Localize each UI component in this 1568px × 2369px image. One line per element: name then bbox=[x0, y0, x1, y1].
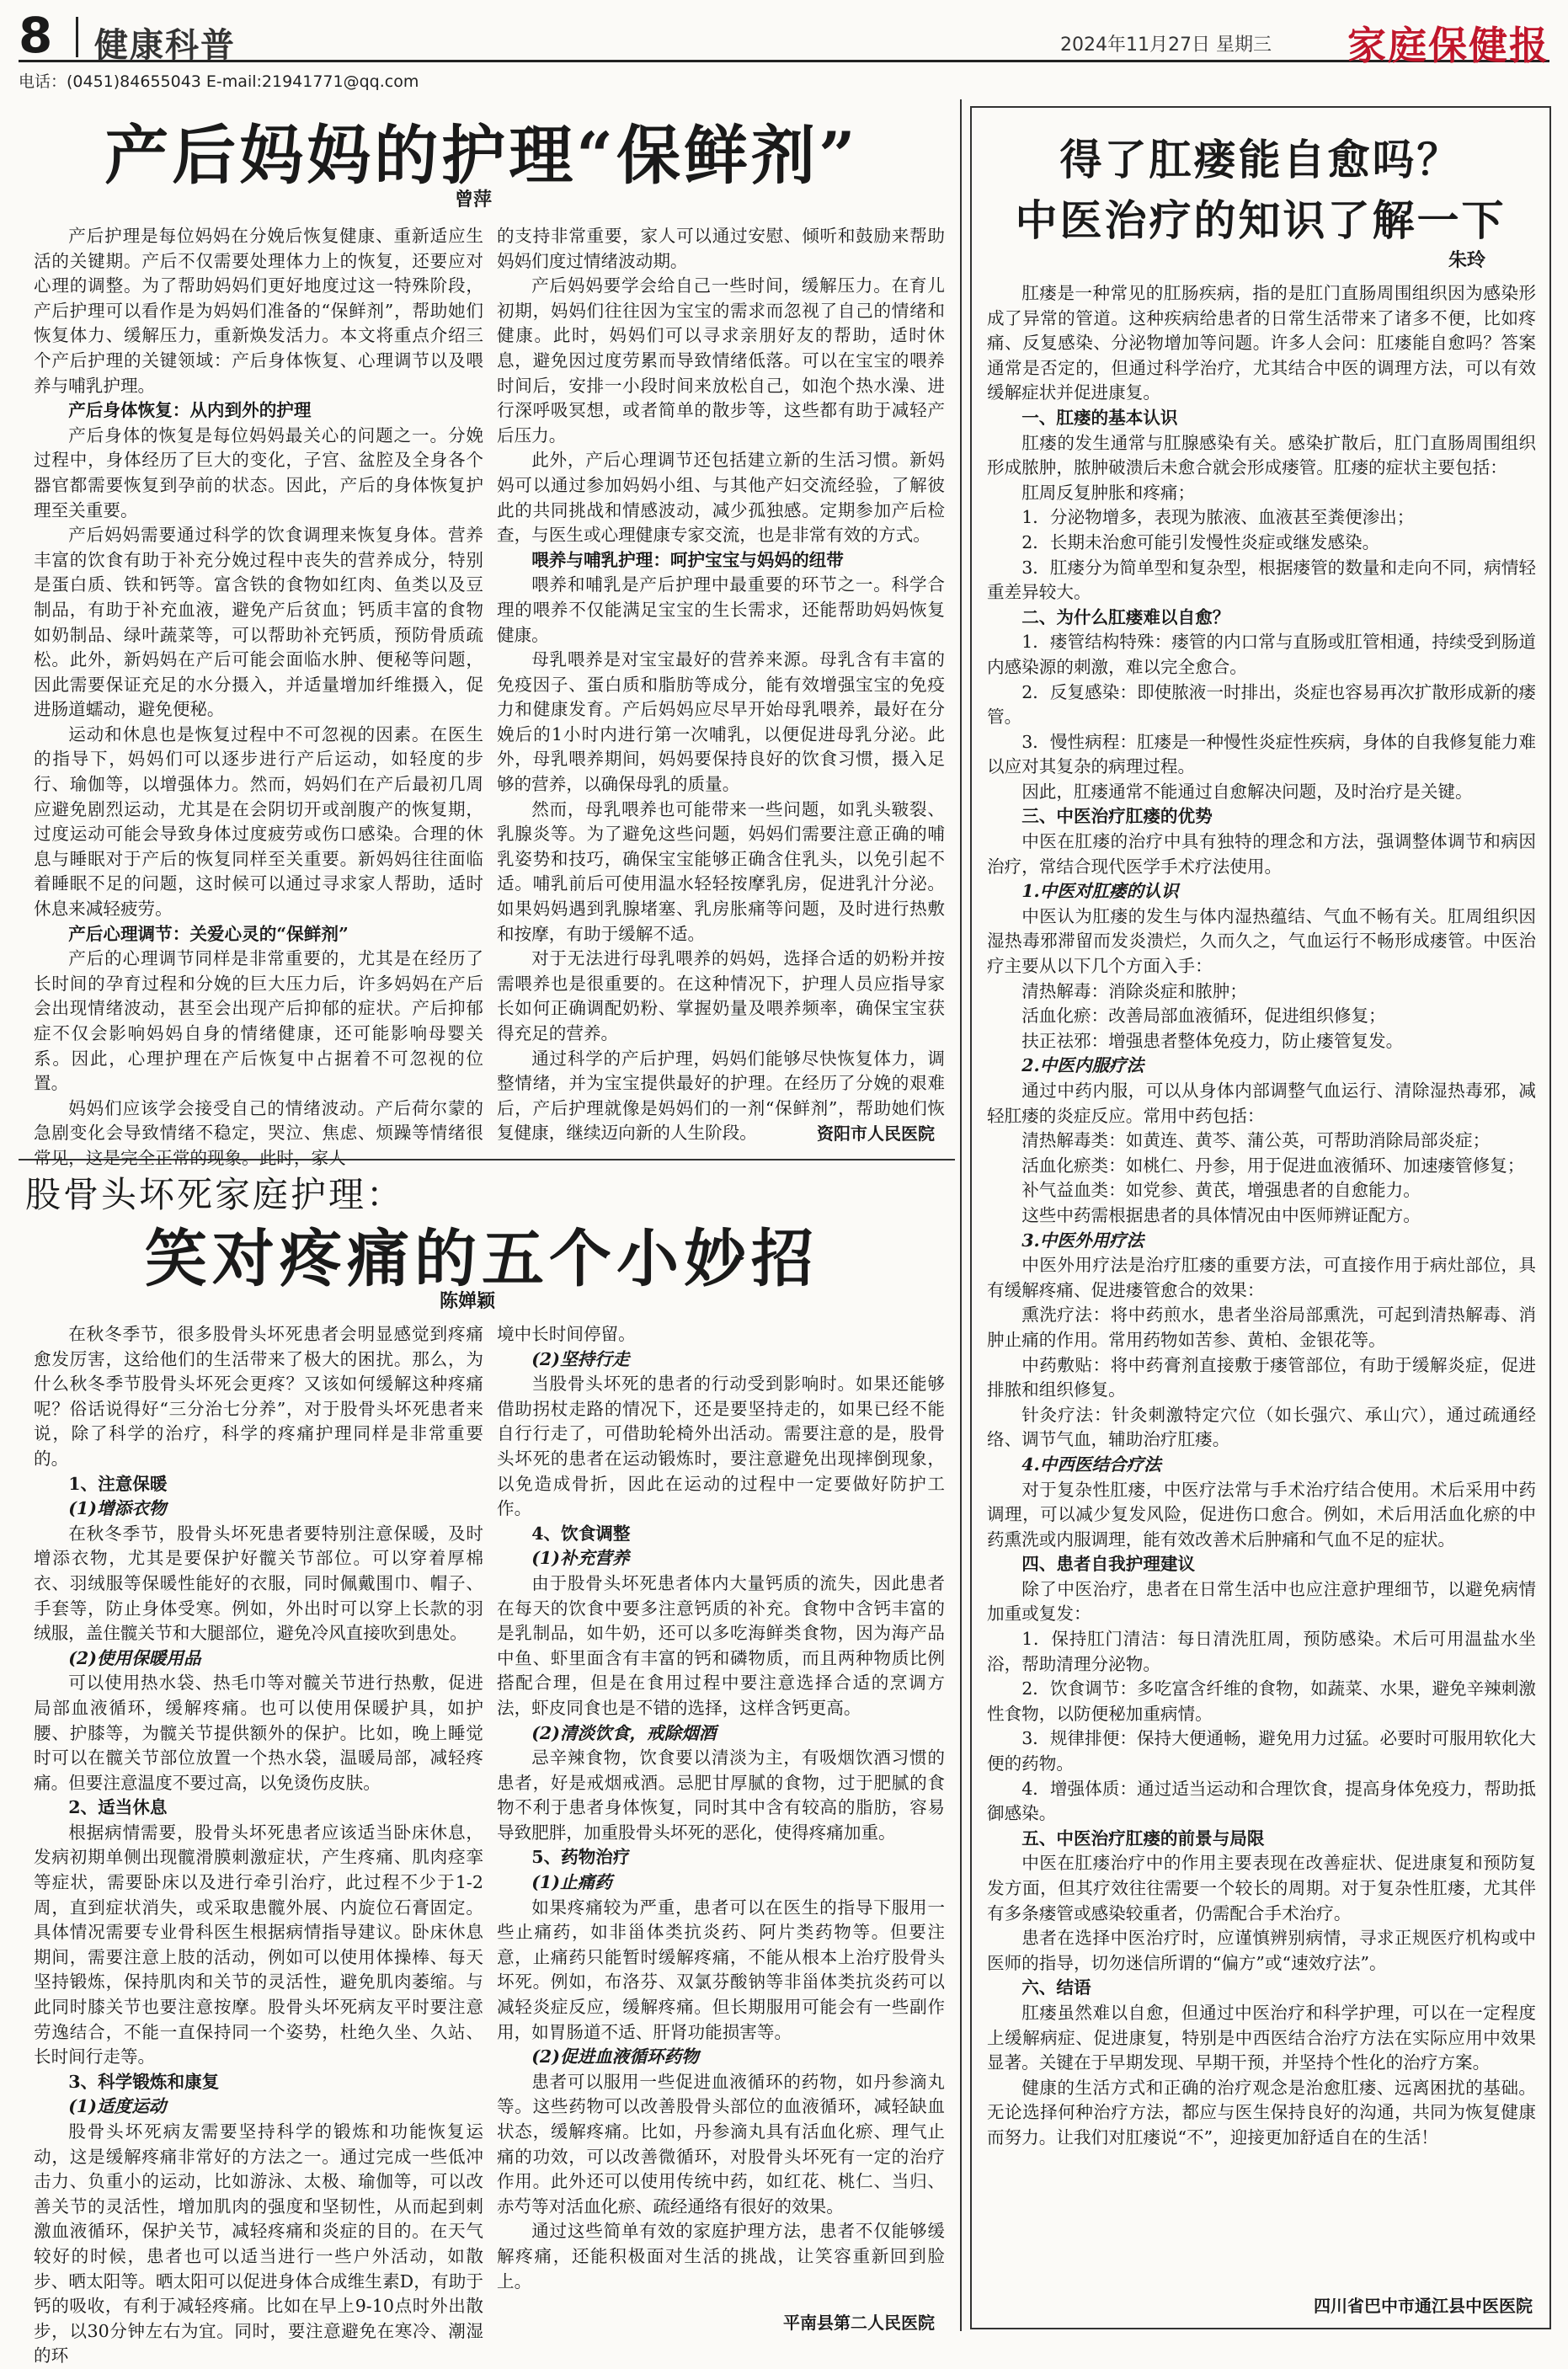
subheading: 1、注意保暖 bbox=[68, 1473, 168, 1494]
article2-kicker: 股骨头坏死家庭护理： bbox=[25, 1174, 405, 1215]
list-item: 熏洗疗法：将中药煎水，患者坐浴局部熏洗，可起到清热解毒、消肿止痛的作用。常用药物如苦参、黄柏、金银花等。 bbox=[987, 1305, 1536, 1350]
paragraph: 中医在肛瘘治疗中的作用主要表现在改善症状、促进康复和预防复发方面，但其疗效往往需要一个较长的周期。对于复杂性肛瘘，尤其伴有多条瘘管或感染较重者，仍需配合手术治疗。 bbox=[987, 1853, 1536, 1923]
paragraph: 通过科学的产后护理，妈妈们能够尽快恢复体力，调整情绪，并为宝宝提供最好的护理。在经历了分娩的艰难后，产后护理就像是妈妈们的一剂“保鲜剂”，帮助她们恢复健康，继续迈向新的人生阶段。 bbox=[497, 1048, 945, 1144]
paragraph: 除了中医治疗，患者在日常生活中也应注意护理细节，以避免病情加重或复发： bbox=[987, 1578, 1536, 1625]
minor-heading: (1)增添衣物 bbox=[68, 1498, 167, 1519]
minor-heading: (2)使用保暖用品 bbox=[68, 1647, 201, 1668]
paragraph: 然而，母乳喂养也可能带来一些问题，如乳头皲裂、乳腺炎等。为了避免这些问题，妈妈们需要注意正确的哺乳姿势和技巧，确保宝宝能够正确含住乳头，以免引起不适。哺乳前后可使用温水轻轻按摩乳房，促进乳汁分泌。如果妈妈遇到乳腺堵塞、乳房胀痛等问题，及时进行热敷和按摩，有助于缓解不适。 bbox=[497, 798, 945, 944]
paragraph: 通过这些简单有效的家庭护理方法，患者不仅能够缓解疼痛，还能积极面对生活的挑战，让笑容重新回到脸上。 bbox=[497, 2221, 945, 2292]
minor-heading: (1)适度运动 bbox=[68, 2096, 167, 2117]
minor-heading: (1)补充营养 bbox=[531, 1548, 630, 1569]
list-item: 扶正祛邪：增强患者整体免疫力，防止瘘管复发。 bbox=[1021, 1030, 1404, 1051]
paragraph: 由于股骨头坏死患者体内大量钙质的流失，因此患者在每天的饮食中要多注意钙质的补充。食物中含钙丰富的是乳制品，如牛奶，还可以多吃海鲜类食物，因为海产品中鱼、虾里面含有丰富的钙和磷物质，而且两种物质比例搭配合理，但是在食用过程中要注意选择合适的烹调方法，虾皮同食也是不错的选择，这样含钙更高。 bbox=[497, 1572, 945, 1718]
list-item: 2．饮食调节：多吃富含纤维的食物，如蔬菜、水果，避免辛辣刺激性食物，以防便秘加重病情。 bbox=[987, 1678, 1536, 1724]
subheading: 4、饮食调整 bbox=[531, 1523, 631, 1544]
minor-heading: (2)坚持行走 bbox=[531, 1348, 630, 1369]
page-number: 8 bbox=[19, 7, 53, 64]
paragraph: 对于复杂性肛瘘，中医疗法常与手术治疗结合使用。术后采用中药调理，可以减少复发风险，促进伤口愈合。例如，术后用活血化瘀的中药熏洗或内服调理，能有效改善术后肿痛和气血不足的症状。 bbox=[987, 1479, 1536, 1550]
list-item: 肛周反复肿胀和疼痛； bbox=[1021, 482, 1196, 503]
paragraph: 肛瘘的发生通常与肛腺感染有关。感染扩散后，肛门直肠周围组织形成脓肿，脓肿破溃后未愈合就会形成瘘管。肛瘘的症状主要包括： bbox=[987, 432, 1536, 478]
paragraph: 产后的心理调节同样是非常重要的，尤其是在经历了长时间的孕育过程和分娩的巨大压力后，许多妈妈在产后会出现情绪波动，甚至会出现产后抑郁的症状。产后抑郁症不仅会影响妈妈自身的情绪健康，还可能影响母婴关系。因此，心理护理在产后恢复中占据着不可忽视的位置。 bbox=[34, 948, 483, 1094]
minor-heading: 1.中医对肛瘘的认识 bbox=[1021, 881, 1179, 902]
article1-author: 曾萍 bbox=[455, 189, 493, 211]
subheading: 三、中医治疗肛瘘的优势 bbox=[1021, 806, 1213, 827]
paragraph: 此外，产后心理调节还包括建立新的生活习惯。新妈妈可以通过参加妈妈小组、与其他产妇交流经验，了解彼此的共同挑战和情感波动，减少孤独感。定期参加产后检查，与医生或心理健康专家交流，也是非常有效的方式。 bbox=[497, 450, 945, 546]
subheading: 四、患者自我护理建议 bbox=[1021, 1554, 1196, 1575]
paragraph: 在秋冬季节，股骨头坏死患者要特别注意保暖，及时增添衣物，尤其是要保护好髋关节部位。可以穿着厚棉衣、羽绒服等保暖性能好的衣服，同时佩戴围巾、帽子、手套等，防止身体受寒。例如，外出时可以穿上长款的羽绒服，盖住髋关节和大腿部位，避免冷风直接吹到患处。 bbox=[34, 1523, 483, 1644]
article2-column-1 bbox=[34, 1322, 483, 2366]
subheading: 一、肛瘘的基本认识 bbox=[1021, 407, 1178, 428]
article3-author: 朱玲 bbox=[1448, 250, 1486, 271]
list-item: 针灸疗法：针灸刺激特定穴位（如长强穴、承山穴），通过疏通经络、调节气血，辅助治疗肛瘘。 bbox=[987, 1404, 1536, 1450]
paragraph-continued: 的支持非常重要，家人可以通过安慰、倾听和鼓励来帮助妈妈们度过情绪波动期。 bbox=[497, 226, 945, 271]
list-item: 1．瘘管结构特殊：瘘管的内口常与直肠或肛管相通，持续受到肠道内感染源的刺激，难以完全愈合。 bbox=[987, 632, 1536, 677]
minor-heading: 4.中西医结合疗法 bbox=[1021, 1454, 1161, 1475]
article1-hospital: 资阳市人民医院 bbox=[817, 1123, 935, 1144]
paragraph: 通过中药内服，可以从身体内部调整气血运行、清除湿热毒邪，减轻肛瘘的炎症反应。常用中药包括： bbox=[987, 1080, 1536, 1126]
list-item: 活血化瘀：改善局部血液循环，促进组织修复； bbox=[1021, 1006, 1386, 1027]
article3-title-line1: 得了肛瘘能自愈吗？ bbox=[1059, 135, 1462, 184]
subheading: 二、为什么肛瘘难以自愈？ bbox=[1021, 606, 1230, 627]
newspaper-name: 家庭保健报 bbox=[1347, 23, 1549, 68]
paragraph: 肛瘘是一种常见的肛肠疾病，指的是肛门直肠周围组织因为感染形成了异常的管道。这种疾病给患者的日常生活带来了诸多不便，比如疼痛、反复感染、分泌物增加等问题。许多人会问：肛瘘能自愈吗？答案通常是否定的，但通过科学治疗，尤其结合中医的调理方法，可以有效缓解症状并促进康复。 bbox=[987, 283, 1536, 403]
list-item: 清热解毒类：如黄连、黄芩、蒲公英，可帮助消除局部炎症； bbox=[1021, 1130, 1491, 1151]
minor-heading: (1)止痛药 bbox=[531, 1872, 612, 1893]
subheading: 2、适当休息 bbox=[68, 1797, 168, 1818]
list-item: 1．分泌物增多，表现为脓液、血液甚至粪便渗出； bbox=[1021, 507, 1415, 528]
article2-author: 陈婵颖 bbox=[440, 1291, 496, 1312]
article1-column-1 bbox=[34, 224, 483, 1168]
list-item: 3．肛瘘分为简单型和复杂型，根据瘘管的数量和走向不同，病情轻重差异较大。 bbox=[987, 557, 1536, 603]
paragraph: 母乳喂养是对宝宝最好的营养来源。母乳含有丰富的免疫因子、蛋白质和脂肪等成分，能有效增强宝宝的免疫力和健康发育。产后妈妈应尽早开始母乳喂养，最好在分娩后的1小时内进行第一次哺乳，以便促进母乳分泌。此外，母乳喂养期间，妈妈要保持良好的饮食习惯，摄入足够的营养，以确保母乳的质量。 bbox=[497, 649, 945, 795]
paragraph: 当股骨头坏死的患者的行动受到影响时。如果还能够借助拐杖走路的情况下，还是要坚持走的，如果已经不能自行行走了，可借助轮椅外出活动。需要注意的是，股骨头坏死的患者在运动锻炼时，要注意避免出现摔倒现象，以免造成骨折，因此在运动的过程中一定要做好防护工作。 bbox=[497, 1374, 945, 1519]
contact-info: 电话：(0451)84655043 E-mail:21941771@qq.com bbox=[19, 72, 419, 91]
section-title: 健康科普 bbox=[94, 25, 236, 65]
paragraph: 中医认为肛瘘的发生与体内湿热蕴结、气血不畅有关。肛周组织因湿热毒邪滞留而发炎溃烂，久而久之，气血运行不畅形成瘘管。中医治疗主要从以下几个方面入手： bbox=[987, 905, 1536, 977]
article2-hospital: 平南县第二人民医院 bbox=[783, 2313, 935, 2333]
paragraph: 如果疼痛较为严重，患者可以在医生的指导下服用一些止痛药，如非甾体类抗炎药、阿片类药物等。但要注意，止痛药只能暂时缓解疼痛，不能从根本上治疗股骨头坏死。例如，布洛芬、双氯芬酸钠等非甾体类抗炎药可以减轻炎症反应，缓解疼痛。但长期服用可能会有一些副作用，如胃肠道不适、肝肾功能损害等。 bbox=[497, 1897, 945, 2042]
paragraph: 可以使用热水袋、热毛巾等对髋关节进行热敷，促进局部血液循环，缓解疼痛。也可以使用保暖护具，如护腰、护膝等，为髋关节提供额外的保护。比如，晚上睡觉时可以在髋关节部位放置一个热水袋，温暖局部，减轻疼痛。但要注意温度不要过高，以免烫伤皮肤。 bbox=[34, 1673, 483, 1793]
paragraph: 对于无法进行母乳喂养的妈妈，选择合适的奶粉并按需喂养也是很重要的。在这种情况下，护理人员应指导家长如何正确调配奶粉、掌握奶量及喂养频率，确保宝宝获得充足的营养。 bbox=[497, 948, 945, 1043]
paragraph: 忌辛辣食物，饮食要以清淡为主，有吸烟饮酒习惯的患者，好是戒烟戒酒。忌肥甘厚腻的食物，过于肥腻的食物不利于患者身体恢复，同时其中含有较高的脂肪，容易导致肥胖，加重股骨头坏死的恶化，使得疼痛加重。 bbox=[497, 1747, 945, 1843]
paragraph-continued: 境中长时间停留。 bbox=[497, 1324, 636, 1344]
paragraph: 中医外用疗法是治疗肛瘘的重要方法，可直接作用于病灶部位，具有缓解疼痛、促进瘘管愈合的效果： bbox=[987, 1255, 1536, 1300]
minor-heading: (2)清淡饮食，戒除烟酒 bbox=[531, 1722, 717, 1743]
paragraph: 产后护理是每位妈妈在分娩后恢复健康、重新适应生活的关键期。产后不仅需要处理体力上的恢复，还要应对心理的调整。为了帮助妈妈们更好地度过这一特殊阶段，产后护理可以看作是为妈妈们准备的“保鲜剂”，帮助她们恢复体力、缓解压力，重新焕发活力。本文将重点介绍三个产后护理的关键领域：产后身体恢复、心理调节以及喂养与哺乳护理。 bbox=[34, 226, 483, 396]
paragraph: 妈妈们应该学会接受自己的情绪波动。产后荷尔蒙的急剧变化会导致情绪不稳定，哭泣、焦虑、烦躁等情绪很常见，这是完全正常的现象。此时，家人 bbox=[34, 1097, 483, 1168]
paragraph: 根据病情需要，股骨头坏死患者应该适当卧床休息，发病初期单侧出现髋滑膜刺激症状，产生疼痛、肌肉痉挛等症状，需要卧床以及进行牵引治疗，此过程不少于1-2周，直到症状消失，或采取患髋外展、内旋位石膏固定。具体情况需要专业骨科医生根据病情指导建议。卧床休息期间，需要注意上肢的活动，例如可以使用体操棒、每天坚持锻炼，保持肌肉和关节的灵活性，避免肌肉萎缩。与此同时膝关节也要注意按摩。股骨头坏死病友平时要注意劳逸结合，不能一直保持同一个姿势，杜绝久坐、久站、长时间行走等。 bbox=[34, 1822, 483, 2068]
subheading: 3、科学锻炼和康复 bbox=[68, 2071, 220, 2092]
list-item: 中药敷贴：将中药膏剂直接敷于瘘管部位，有助于缓解炎症，促进排脓和组织修复。 bbox=[987, 1354, 1536, 1401]
paragraph: 运动和休息也是恢复过程中不可忽视的因素。在医生的指导下，妈妈们可以逐步进行产后运动，如轻度的步行、瑜伽等，以增强体力。然而，妈妈们在产后最初几周应避免剧烈运动，尤其是在会阴切开或剖腹产的恢复期，过度运动可能会导致身体过度疲劳或伤口感染。合理的休息与睡眠对于产后的恢复同样至关重要。新妈妈往往面临着睡眠不足的问题，这时候可以通过寻求家人帮助，适时休息来减轻疲劳。 bbox=[34, 723, 483, 920]
paragraph: 因此，肛瘘通常不能通过自愈解决问题，及时治疗是关键。 bbox=[1021, 781, 1473, 802]
paragraph: 产后妈妈需要通过科学的饮食调理来恢复身体。营养丰富的饮食有助于补充分娩过程中丧失的营养成分，特别是蛋白质、铁和钙等。富含铁的食物如红肉、鱼类以及豆制品，有助于补充血液，避免产后贫血；钙质丰富的食物如奶制品、绿叶蔬菜等，可以帮助补充钙质，预防骨质疏松。此外，新妈妈在产后可能会面临水肿、便秘等问题，因此需要保证充足的水分摄入，并适量增加纤维摄入，促进肠道蠕动，避免便秘。 bbox=[34, 525, 483, 720]
list-item: 清热解毒：消除炎症和脓肿； bbox=[1021, 980, 1247, 1001]
subheading: 五、中医治疗肛瘘的前景与局限 bbox=[1021, 1827, 1265, 1849]
paragraph: 股骨头坏死病友需要坚持科学的锻炼和功能恢复运动，这是缓解疼痛非常好的方法之一。通过完成一些低冲击力、负重小的运动，比如游泳、太极、瑜伽等，可以改善关节的灵活性，增加肌肉的强度和坚韧性，从而起到刺激血液循环，保护关节，减轻疼痛和炎症的目的。在天气较好的时候，患者也可以适当进行一些户外活动，如散步、晒太阳等。晒太阳可以促进身体合成维生素D，有助于钙的吸收，有利于减轻疼痛。比如在早上9-10点时外出散步，以30分钟左右为宜。同时，要注意避免在寒冷、潮湿的环 bbox=[34, 2121, 483, 2366]
paragraph: 产后妈妈要学会给自己一些时间，缓解压力。在育儿初期，妈妈们往往因为宝宝的需求而忽视了自己的情绪和健康。此时，妈妈们可以寻求亲朋好友的帮助，适时休息，避免因过度劳累而导致情绪低落。可以在宝宝的喂养时间后，安排一小段时间来放松自己，如泡个热水澡、进行深呼吸冥想，或者简单的散步等，这些都有助于减轻产后压力。 bbox=[497, 275, 945, 446]
subheading: 5、药物治疗 bbox=[531, 1847, 631, 1868]
list-item: 2．反复感染：即使脓液一时排出，炎症也容易再次扩散形成新的瘘管。 bbox=[987, 681, 1536, 728]
article3-title-line2: 中医治疗的知识了解一下 bbox=[1015, 195, 1507, 245]
paragraph: 在秋冬季节，很多股骨头坏死患者会明显感觉到疼痛愈发厉害，这给他们的生活带来了极大的困扰。那么，为什么秋冬季节股骨头坏死会更疼？又该如何缓解这种疼痛呢？俗话说得好“三分治七分养”，对于股骨头坏死患者来说，除了科学的治疗，科学的疼痛护理同样是非常重要的。 bbox=[34, 1324, 483, 1469]
minor-heading: 2.中医内服疗法 bbox=[1021, 1055, 1144, 1076]
paragraph: 患者在选择中医治疗时，应谨慎辨别病情，寻求正规医疗机构或中医师的指导，切勿迷信所谓的“偏方”或“速效疗法”。 bbox=[987, 1928, 1536, 1973]
list-item: 4．增强体质：通过适当运动和合理饮食，提高身体免疫力，帮助抵御感染。 bbox=[987, 1778, 1536, 1824]
list-item: 活血化瘀类：如桃仁、丹参，用于促进血液循环、加速瘘管修复； bbox=[1021, 1155, 1525, 1176]
subheading: 六、结语 bbox=[1021, 1977, 1091, 1998]
minor-heading: 3.中医外用疗法 bbox=[1021, 1230, 1144, 1251]
paragraph: 健康的生活方式和正确的治疗观念是治愈肛瘘、远离困扰的基础。无论选择何种治疗方法，都应与医生保持良好的沟通，共同为恢复健康而努力。让我们对肛瘘说“不”，迎接更加舒适自在的生活！ bbox=[987, 2077, 1536, 2148]
list-item: 1．保持肛门清洁：每日清洗肛周，预防感染。术后可用温盐水坐浴，帮助清理分泌物。 bbox=[987, 1629, 1536, 1674]
article3-body bbox=[987, 281, 1536, 2286]
publication-date: 2024年11月27日 星期三 bbox=[1060, 35, 1272, 56]
subheading: 喂养与哺乳护理：呵护宝宝与妈妈的纽带 bbox=[531, 549, 844, 570]
paragraph: 中医在肛瘘的治疗中具有独特的理念和方法，强调整体调节和病因治疗，常结合现代医学手术疗法使用。 bbox=[987, 831, 1536, 877]
subheading: 产后心理调节：关爱心灵的“保鲜剂” bbox=[68, 923, 349, 944]
paragraph: 患者可以服用一些促进血液循环的药物，如丹参滴丸等。这些药物可以改善股骨头部位的血液循环，减轻缺血状态，缓解疼痛。比如，丹参滴丸具有活血化瘀、理气止痛的功效，可以改善微循环，对股骨头坏死有一定的治疗作用。此外还可以使用传统中药，如红花、桃仁、当归、赤芍等对活血化瘀、疏经通络有很好的效果。 bbox=[497, 2071, 945, 2217]
column-divider bbox=[960, 99, 962, 2331]
list-item: 3．慢性病程：肛瘘是一种慢性炎症性疾病，身体的自我修复能力难以应对其复杂的病理过程。 bbox=[987, 731, 1536, 777]
article1-title: 产后妈妈的护理“保鲜剂” bbox=[104, 118, 859, 193]
article2-column-2 bbox=[497, 1322, 945, 2304]
paragraph: 这些中药需根据患者的具体情况由中医师辨证配方。 bbox=[1021, 1204, 1421, 1225]
article2-title: 笑对疼痛的五个小妙招 bbox=[145, 1223, 819, 1295]
masthead bbox=[19, 7, 1549, 68]
article3-hospital: 四川省巴中市通江县中医医院 bbox=[1314, 2296, 1533, 2316]
subheading: 产后身体恢复：从内到外的护理 bbox=[68, 400, 312, 421]
paragraph: 喂养和哺乳是产后护理中最重要的环节之一。科学合理的喂养不仅能满足宝宝的生长需求，还能帮助妈妈恢复健康。 bbox=[497, 574, 945, 645]
list-item: 2．长期未治愈可能引发慢性炎症或继发感染。 bbox=[1021, 531, 1380, 552]
list-item: 补气益血类：如党参、黄芪，增强患者的自愈能力。 bbox=[1021, 1180, 1421, 1201]
masthead-divider bbox=[76, 17, 78, 57]
list-item: 3．规律排便：保持大便通畅，避免用力过猛。必要时可服用软化大便的药物。 bbox=[987, 1728, 1536, 1774]
minor-heading: (2)促进血液循环药物 bbox=[531, 2046, 699, 2068]
paragraph: 产后身体的恢复是每位妈妈最关心的问题之一。分娩过程中，身体经历了巨大的变化，子宫、盆腔及全身各个器官都需要恢复到孕前的状态。因此，产后的身体恢复护理至关重要。 bbox=[34, 424, 483, 520]
paragraph: 肛瘘虽然难以自愈，但通过中医治疗和科学护理，可以在一定程度上缓解病症、促进康复，特别是中西医结合治疗方法在实际应用中效果显著。关键在于早期发现、早期干预，并坚持个性化的治疗方案。 bbox=[987, 2002, 1536, 2073]
